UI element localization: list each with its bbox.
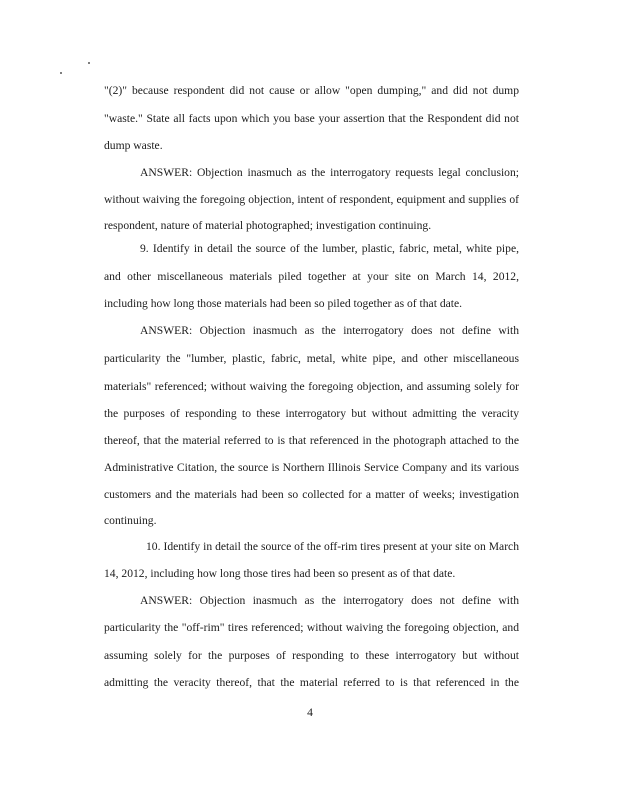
scan-speck (88, 62, 90, 64)
text-line: assuming solely for the purposes of responding to these interrogatory but without (104, 649, 519, 662)
interrogatory-10-line: 10. Identify in detail the source of the off-rim tires present at your site on March (146, 540, 519, 553)
interrogatory-9-line: 9. Identify in detail the source of the lumber, plastic, fabric, metal, white pipe, (140, 242, 519, 255)
answer-line: ANSWER: Objection inasmuch as the interrogatory does not define with (140, 324, 519, 337)
text-line: Administrative Citation, the source is Northern Illinois Service Company and its various (104, 461, 519, 474)
scan-speck (60, 72, 62, 74)
text-line: respondent, nature of material photographed; investigation continuing. (104, 219, 432, 232)
text-line: materials" referenced; without waiving the foregoing objection, and assuming solely for (104, 380, 519, 393)
text-line: particularity the "off-rim" tires referenced; without waiving the foregoing objection, and (104, 621, 519, 634)
text-line: the purposes of responding to these interrogatory but without admitting the veracity (104, 407, 519, 420)
answer-line: ANSWER: Objection inasmuch as the interrogatory does not define with (140, 594, 519, 607)
text-line: thereof, that the material referred to is that referenced in the photograph attached to the (104, 434, 519, 447)
page-number: 4 (307, 706, 313, 719)
text-line: continuing. (104, 514, 157, 527)
text-line: customers and the materials had been so collected for a matter of weeks; investigation (104, 488, 519, 501)
answer-line: ANSWER: Objection inasmuch as the interrogatory requests legal conclusion; (140, 166, 519, 179)
text-line: admitting the veracity thereof, that the material referred to is that referenced in the (104, 676, 519, 689)
text-line: without waiving the foregoing objection, intent of respondent, equipment and supplies of (104, 193, 519, 206)
text-line: 14, 2012, including how long those tires had been so present as of that date. (104, 567, 456, 580)
text-line: dump waste. (104, 139, 163, 152)
text-line: "(2)" because respondent did not cause or allow "open dumping," and did not dump (104, 84, 519, 97)
text-line: and other miscellaneous materials piled together at your site on March 14, 2012, (104, 270, 519, 283)
text-line: "waste." State all facts upon which you base your assertion that the Respondent did not (104, 112, 519, 125)
text-line: including how long those materials had been so piled together as of that date. (104, 297, 463, 310)
text-line: particularity the "lumber, plastic, fabric, metal, white pipe, and other miscellaneous (104, 352, 519, 365)
